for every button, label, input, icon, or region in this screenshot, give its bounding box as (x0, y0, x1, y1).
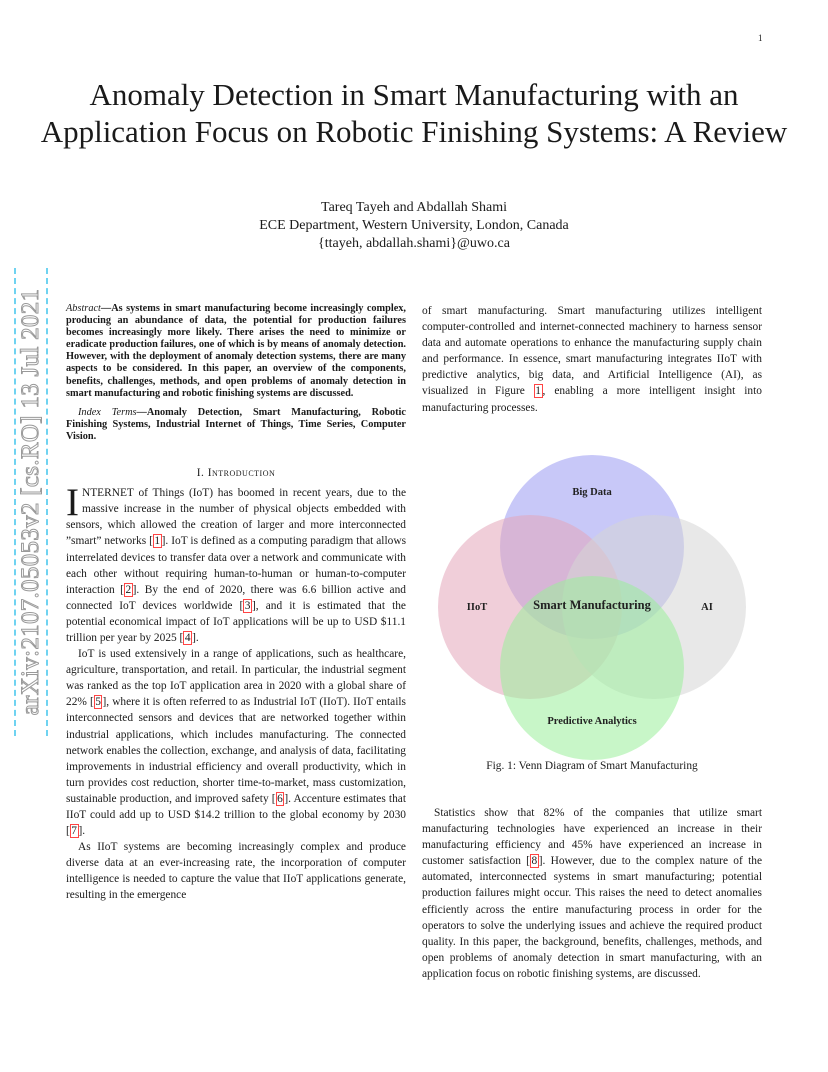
author-affiliation: ECE Department, Western University, London, Canada (259, 218, 569, 233)
intro-p1-text-e: ]. (192, 631, 199, 644)
figure-link[interactable]: 1 (535, 385, 541, 398)
author-block (0, 199, 828, 253)
citation-link[interactable]: 2 (125, 583, 132, 596)
section-heading-introduction (66, 465, 406, 481)
right-column-top (422, 303, 762, 416)
right-p2-text-b: ]. However, due to the complex nature of the automated, interconnected systems in smart manufacturing; potential production failures might occur. This raises the need to detect anomalies efficiently across the entire manufacturing process in order for the operators to solve the underlying issues and achieve the required product quality. In this paper, the background, benefits, challenges, methods, and open problems of anomaly detection in smart manufacturing, with an application focus on robotic finishing systems, are discussed. (422, 855, 762, 980)
index-terms-text: —Anomaly Detection, Smart Manufacturing, Robotic Finishing Systems, Industrial Internet of Things, Time Series, Computer Vision. (66, 406, 406, 442)
citation-link[interactable]: 5 (95, 696, 101, 709)
intro-paragraph-2 (66, 646, 406, 839)
citation-link[interactable]: 3 (244, 599, 251, 612)
citation-link[interactable]: 4 (184, 631, 191, 644)
venn-label-ai: AI (701, 602, 713, 613)
intro-p1-text-d: ], and it is estimated that the potential economical impact of IoT applications will be up to USD $11.1 trillion per year by 2025 [ (66, 599, 406, 644)
intro-p1-text-c: ]. By the end of 2020, there was 6.6 billion active and connected IoT devices worldwide [ (66, 583, 406, 612)
right-paragraph-2 (422, 805, 762, 982)
arxiv-identifier: arXiv:2107.05053v2 [cs.RO] 13 Jul 2021 (17, 288, 44, 716)
intro-paragraph-1: INTERNET of Things (IoT) has boomed in recent years, due to the massive increase in the number of physical objects embedded with sensors, which allowed the creation of larger and more interconnected ”smart” networks [ 1 ]. IoT is defined as a computing paradigm that allows interrelated devices to transfer data over a network and communicate with each other without requiring human-to-human or human-to-computer interaction [ 2 ]. By the end of 2020, there was 6.6 billion active and connected IoT devices worldwide [ 3 ], and it is estimated that the potential economical impact of IoT applications will be up to USD $11.1 trillion per year by 2025 [ 4 ]. (66, 481, 406, 644)
index-terms (66, 407, 406, 443)
section-number: I. (196, 467, 208, 480)
intro-p2-text-b: ], where it is often referred to as Industrial IoT (IIoT). IIoT entails interconnected sensors and devices that are networked together within industrial applications, which includes manufacturing. The connected network enables the collection, exchange, and analysis of data, facilitating improvements in industrial efficiency and overall productivity, which in turn provides cost reduction, shorter time-to-market, mass customization, sustainable production, and improved safety [ (66, 696, 406, 805)
abstract-text: —As systems in smart manufacturing become increasingly complex, producing an abundance of data, the potential for production failures becomes increasingly more likely. There arises the need to minimize or eradicate production failures, one of which is by means of anomaly detection. However, with the deployment of anomaly detection systems, there are many aspects to be considered. In this paper, an overview of the components, benefits, challenges, methods, and open problems of anomaly detection in smart manufacturing and robotic finishing systems are discussed. (66, 303, 406, 399)
figure-caption: Fig. 1: Venn Diagram of Smart Manufacturing (486, 760, 698, 772)
right-column-bottom (422, 805, 762, 982)
intro-p2-text-c: ]. Accenture estimates that IIoT could add up to USD $14.2 trillion to the global economy by 2030 [ (66, 792, 407, 838)
intro-p1-text-b: ]. IoT is defined as a computing paradigm that allows interrelated devices to transfer data over a network and communicate with each other without requiring human-to-human or human-to-computer interaction [ (66, 535, 406, 596)
intro-p1-text-a: NTERNET of Things (IoT) has boomed in recent years, due to the massive increase in the number of physical objects embedded with sensors, which allowed the creation of larger and more interconnected ”smart” networks (66, 487, 406, 548)
author-emails: {ttayeh, abdallah.shami}@uwo.ca (318, 236, 510, 251)
abstract-label: Abstract (66, 303, 101, 314)
intro-p2-text-d: ]. (78, 825, 86, 838)
venn-label-iiot: IIoT (466, 602, 488, 613)
right-paragraph-1 (422, 303, 762, 416)
paper-title: Anomaly Detection in Smart Manufacturing with an Application Focus on Robotic Finishing Systems: A Review (40, 77, 788, 149)
author-names: Tareq Tayeh and Abdallah Shami (321, 200, 507, 215)
citation-link[interactable]: 8 (531, 855, 538, 868)
venn-label-big-data: Big Data (572, 487, 612, 498)
intro-p2-text-a: IoT is used extensively in a range of applications, such as healthcare, agriculture, transportation, and retail. In particular, the industrial segment was ranked as the top IoT application area in 2020 with a global share of 22% [ (66, 648, 406, 709)
arxiv-stamp[interactable] (14, 268, 48, 736)
right-p2-text-a: Statistics show that 82% of the companies that utilize smart manufacturing technologies have experienced an increase in their manufacturing efficiency and 45% have experienced an increase in customer satisfaction [ (422, 807, 762, 868)
venn-diagram (432, 455, 754, 765)
citation-link[interactable]: 7 (71, 825, 77, 838)
abstract (66, 303, 406, 400)
citation-link[interactable]: 1 (154, 535, 161, 548)
right-p1-text-b: , enabling a more intelligent insight into manufacturing processes. (422, 385, 762, 414)
left-column (66, 303, 406, 904)
intro-paragraph-3: As IIoT systems are becoming increasingly complex and produce diverse data at an ever-increasing rate, the incorporation of computer intelligence is needed to capture the value that IIoT applications generate, resulting in the emergence (66, 841, 406, 902)
dropcap: I (66, 481, 79, 525)
venn-label-predictive-analytics: Predictive Analytics (547, 716, 637, 727)
right-p1-text-a: of smart manufacturing. Smart manufacturing utilizes intelligent computer-controlled and internet-connected machinery to harness sensor data and automate operations to enhance the manufacturing supply chain and performance. In essence, smart manufacturing integrates IIoT with predictive analytics, big data, and Artificial Intelligence (AI), as visualized in Figure (422, 305, 762, 398)
page-number: 1 (758, 33, 763, 43)
citation-link[interactable]: 6 (277, 792, 283, 805)
venn-center-label: Smart Manufacturing (533, 598, 651, 612)
section-title: Introduction (207, 467, 276, 480)
index-terms-label: Index Terms (78, 406, 137, 418)
